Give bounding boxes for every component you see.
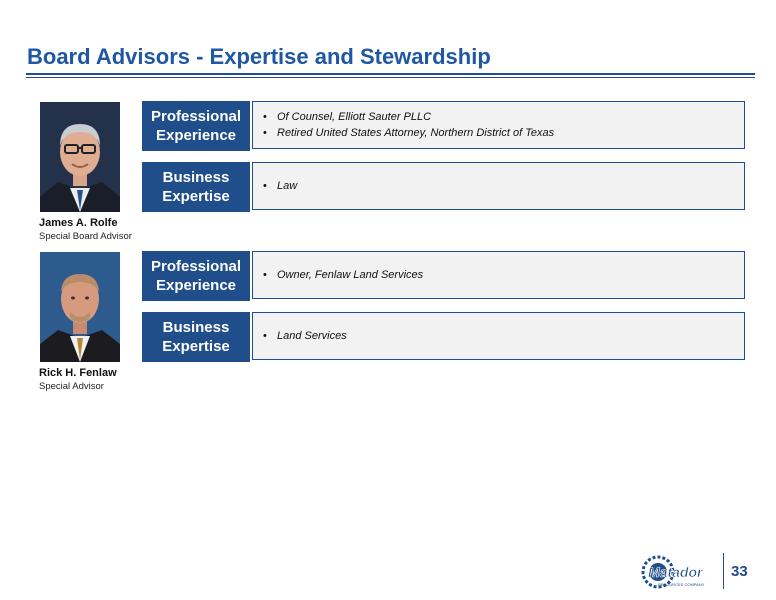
business-expertise-content: [252, 312, 745, 360]
title-rule: [26, 73, 755, 75]
professional-experience-content: [252, 251, 745, 299]
business-expertise-row: [142, 312, 747, 362]
list-item: • Land Services: [263, 328, 744, 344]
title-rule-thin: [26, 77, 755, 78]
business-expertise-content: [252, 162, 745, 210]
advisor-photo-rolfe: [40, 102, 120, 212]
logo-wordmark: Matador: [648, 564, 703, 580]
professional-experience-label: Professional Experience: [142, 251, 250, 301]
business-expertise-label: Business Expertise: [142, 162, 250, 212]
professional-experience-row: [142, 101, 747, 151]
advisor-role: Special Board Advisor: [39, 231, 132, 242]
business-expertise-label: Business Expertise: [142, 312, 250, 362]
page-number-divider: [723, 553, 724, 589]
matador-logo: [640, 553, 720, 591]
list-item: • Of Counsel, Elliott Sauter PLLC: [263, 109, 744, 125]
logo-subtext: RESOURCES COMPANY: [658, 582, 705, 587]
list-item: • Retired United States Attorney, Northern District of Texas: [263, 125, 744, 141]
professional-experience-row: [142, 251, 747, 301]
advisor-photo-fenlaw: [40, 252, 120, 362]
professional-experience-label: Professional Experience: [142, 101, 250, 151]
professional-experience-content: [252, 101, 745, 149]
page-title: Board Advisors - Expertise and Stewardship: [27, 44, 491, 69]
list-item: • Law: [263, 178, 744, 194]
page-number: 33: [731, 563, 748, 580]
list-item: • Owner, Fenlaw Land Services: [263, 267, 744, 283]
advisor-name: Rick H. Fenlaw: [39, 367, 117, 379]
business-expertise-row: [142, 162, 747, 212]
advisor-role: Special Advisor: [39, 381, 104, 392]
advisor-name: James A. Rolfe: [39, 217, 118, 229]
